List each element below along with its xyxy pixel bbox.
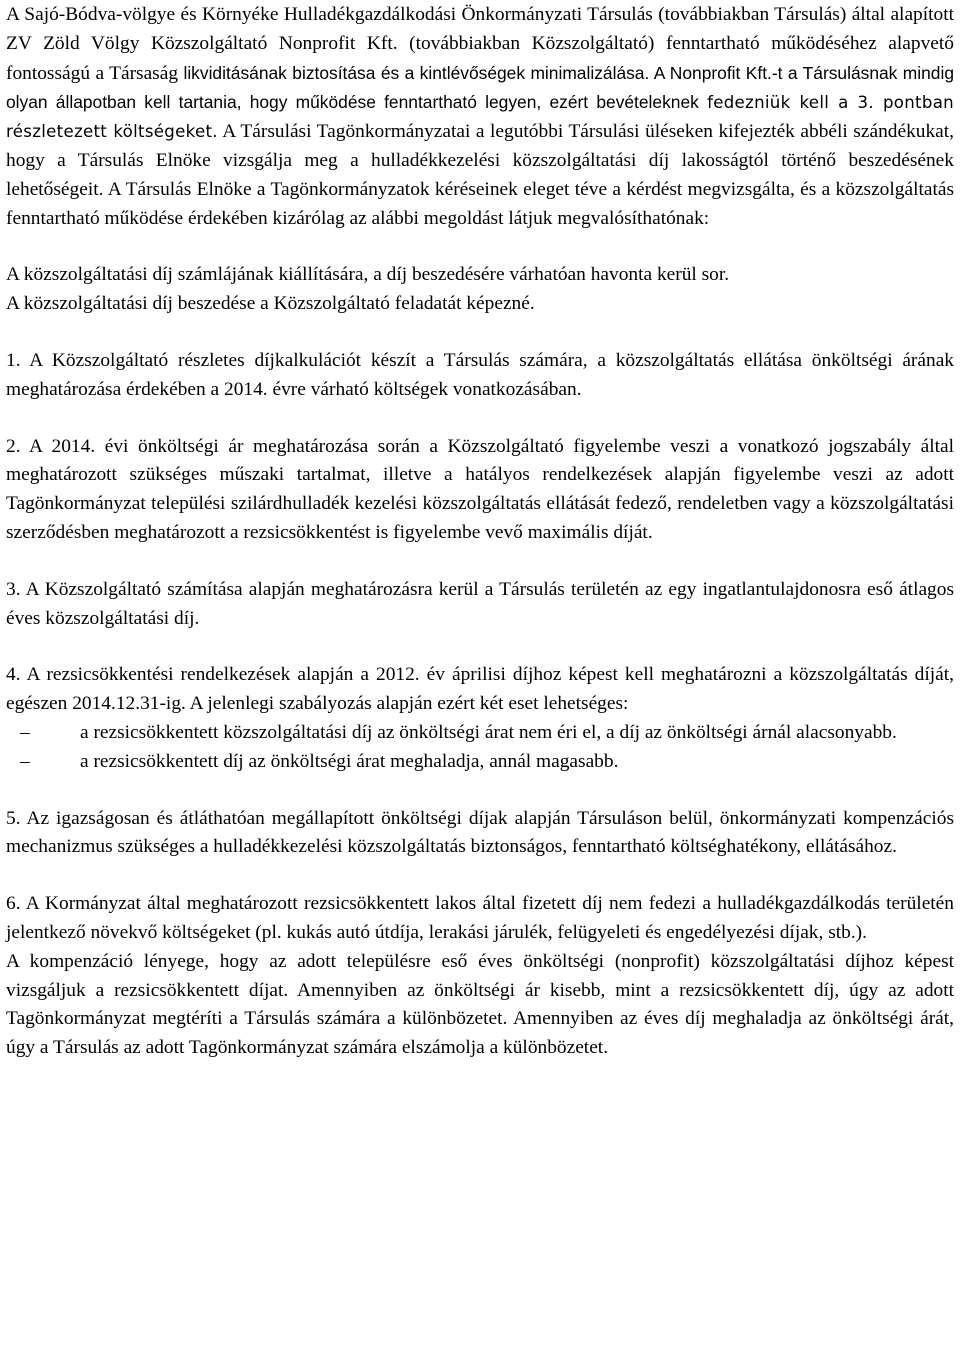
closing-paragraph: A kompenzáció lényege, hogy az adott településre eső éves önköltségi (nonprofit) közszolgáltatási díjhoz képest vizsgáljuk a rezsicsökkentett díjat. Amennyiben az önköltségi ár kisebb, mint a rezsicsökkentett díj, úgy az adott Tagönkormányzat megtéríti a Társulás számára a különbözetet. Amennyiben az éves díj meghaladja az önköltségi árát, úgy a Társulás az adott Tagönkormányzat számára elszámolja a különbözetet. bbox=[6, 950, 954, 1059]
list-item bbox=[6, 748, 954, 777]
document-page bbox=[6, 0, 954, 1063]
intro-paragraph bbox=[6, 1, 954, 233]
dash-bullet-icon: – bbox=[20, 721, 30, 743]
case-2-text: a rezsicsökkentett díj az önköltségi árat meghaladja, annál magasabb. bbox=[80, 750, 619, 772]
point-4: 4. A rezsicsökkentési rendelkezések alapján a 2012. év áprilisi díjhoz képest kell meghatározni a közszolgáltatás díját, egészen 2014.12.31-ig. A jelenlegi szabályozás alapján ezért két eset lehetséges: bbox=[6, 664, 954, 715]
point-5: 5. Az igazságosan és átláthatóan megállapított önköltségi díjak alapján Társuláson belül, önkormányzati kompenzációs mechanizmus szükséges a hulladékkezelési közszolgáltatás biztonságos, fenntartható költséghatékony, ellátásához. bbox=[6, 807, 954, 858]
dash-bullet-icon: – bbox=[20, 750, 30, 772]
list-item bbox=[6, 719, 954, 748]
point-6: 6. A Kormányzat által meghatározott rezsicsökkentett lakos által fizetett díj nem fedezi a hulladékgazdálkodás területén jelentkező növekvő költségeket (pl. kukás autó útdíja, lerakási járulék, felügyeleti és engedélyezési díjak, stb.). bbox=[6, 893, 954, 943]
intro-text-part4: A Társulási Tagönkormányzatai a legutóbbi Társulási üléseken kifejezték abbéli szándékukat, hogy a Társulás Elnöke vizsgálja meg a hulladékkezelési közszolgáltatási díj lakosságtól történő beszedésének lehetőségeit. A Társulás Elnöke a Tagönkormányzatok kéréseinek eleget téve a kérdést megvizsgálta, és a közszolgáltatás fenntartható működése érdekében kizárólag az alábbi megoldást látjuk megvalósíthatónak: bbox=[6, 121, 954, 229]
point-1: 1. A Közszolgáltató részletes díjkalkulációt készít a Társulás számára, a közszolgáltatás ellátása önköltségi árának meghatározása érdekében a 2014. évre várható költségek vonatkozásában. bbox=[6, 349, 954, 400]
point-2: 2. A 2014. évi önköltségi ár meghatározása során a Közszolgáltató figyelembe veszi a vonatkozó jogszabály által meghatározott szükséges műszaki tartalmat, illetve a hatályos rendelkezések alapján figyelembe veszi az adott Tagönkormányzat települési szilárdhulladék kezelési közszolgáltatás ellátását fedező, rendeletben vagy a közszolgáltatási szerződésben meghatározott a rezsicsökkentést is figyelembe vevő maximális díját. bbox=[6, 435, 954, 543]
intro-text-part3: fedezniük kell a 3. pontban részletezett költségeket. bbox=[6, 93, 954, 142]
point-3: 3. A Közszolgáltató számítása alapján meghatározásra kerül a Társulás területén az egy ingatlantulajdonosra eső átlagos éves közszolgáltatási díj. bbox=[6, 578, 954, 629]
invoice-line-2: A közszolgáltatási díj beszedése a Közszolgáltató feladatát képezné. bbox=[6, 293, 535, 315]
invoice-line-1: A közszolgáltatási díj számlájának kiállítására, a díj beszedésére várhatóan havonta kerül sor. bbox=[6, 264, 730, 286]
case-1-text: a rezsicsökkentett közszolgáltatási díj az önköltségi árat nem éri el, a díj az önköltségi árnál alacsonyabb. bbox=[80, 721, 897, 743]
point-4-case-list bbox=[6, 719, 954, 777]
intro-text-part1: A Sajó-Bódva-völgye és Környéke Hulladékgazdálkodási Önkormányzati Társulás (továbbiakban Társulás) által alapított ZV Zöld Völgy Közszolgáltató Nonprofit Kft. (továbbiakban Közszolgáltató) fenntartható működéséhez alapvető fontosságú a Társaság bbox=[6, 4, 954, 84]
intro-text-part2: likviditásának biztosítása és a kintlévőségek minimalizálása. A Nonprofit Kft.-t a Társulásnak mindig olyan állapotban kell tartania, hogy működése fenntartható legyen, ezért bevételeknek bbox=[6, 62, 955, 113]
